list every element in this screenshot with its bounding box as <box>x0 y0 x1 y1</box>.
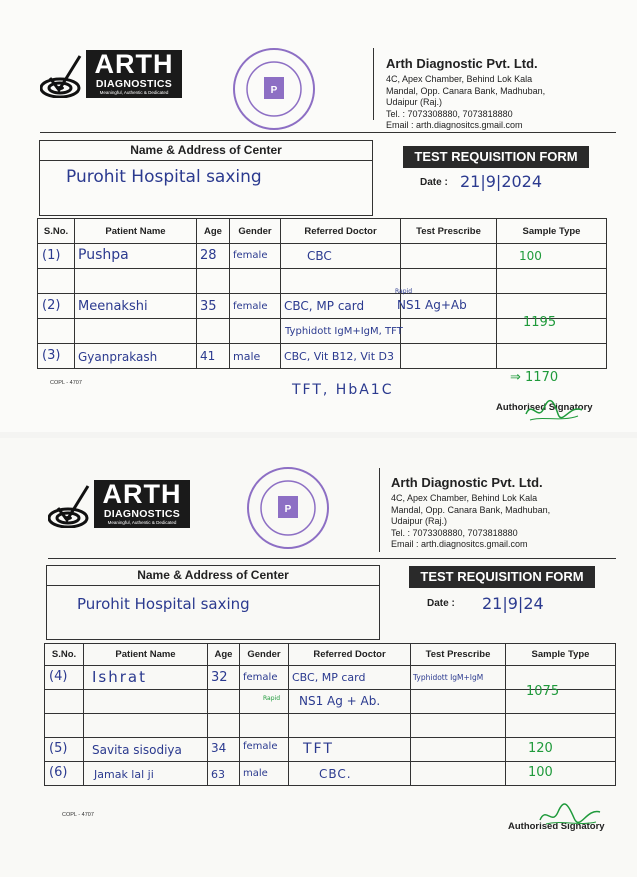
col-sample-type: Sample Type <box>506 644 616 666</box>
table-row <box>45 738 616 762</box>
center-heading: Name & Address of Center <box>40 141 372 161</box>
header-rule <box>40 132 616 133</box>
rapid-note: Rapid <box>395 288 412 295</box>
col-sno: S.No. <box>45 644 84 666</box>
company-name: Arth Diagnostic Pvt. Ltd. <box>391 475 543 490</box>
row-tests: CBC. <box>319 767 352 781</box>
row-sno: (6) <box>49 765 68 780</box>
authorised-signatory: Authorised Signatory <box>508 821 605 832</box>
col-patient-name: Patient Name <box>84 644 208 666</box>
row-sno: (1) <box>42 248 61 263</box>
hospital-stamp <box>232 47 316 131</box>
row-sample: 1195 <box>523 315 557 330</box>
form-code: COPL - 4707 <box>62 812 94 818</box>
row-tests: CBC, Vit B12, Vit D3 <box>284 350 395 363</box>
row-tests: TFT <box>303 741 334 757</box>
row-sample: 100 <box>528 765 553 780</box>
address-line-1: 4C, Apex Chamber, Behind Lok Kala <box>391 493 538 503</box>
address-line-1: 4C, Apex Chamber, Behind Lok Kala <box>386 74 533 84</box>
row-tests: CBC <box>307 249 332 263</box>
address-line-2: Mandal, Opp. Canara Bank, Madhuban, <box>391 504 551 515</box>
row-gender: female <box>243 741 278 752</box>
target-check-icon <box>48 484 92 528</box>
header-divider <box>373 48 374 120</box>
date-value: 21|9|2024 <box>460 172 543 191</box>
center-box <box>46 565 380 640</box>
patient-table <box>37 218 607 369</box>
logo-name: ARTH <box>94 49 174 79</box>
form-title: TEST REQUISITION FORM <box>409 566 595 588</box>
requisition-form-2 <box>0 438 637 877</box>
arth-logo <box>40 50 190 105</box>
row-age: 63 <box>211 768 225 781</box>
row-sno: (3) <box>42 348 61 363</box>
col-test-prescribe: Test Prescribe <box>411 644 506 666</box>
signature-icon <box>522 396 586 426</box>
row-patient-name: Savita sisodiya <box>92 743 182 757</box>
row-sno: (2) <box>42 298 61 313</box>
row-gender: female <box>233 301 268 312</box>
center-box <box>39 140 373 216</box>
logo-tagline: Meaningful, Authentic & Dedicated <box>99 90 169 95</box>
col-test-prescribe: Test Prescribe <box>401 219 497 244</box>
row-age: 41 <box>200 349 216 363</box>
address-line-2: Mandal, Opp. Canara Bank, Madhuban, <box>386 85 546 96</box>
center-heading: Name & Address of Center <box>47 566 379 586</box>
row-gender: female <box>243 672 278 683</box>
form-title: TEST REQUISITION FORM <box>403 146 589 168</box>
row-tests-extra: TFT, HbA1C <box>292 382 394 398</box>
row-sample: ⇒ 1170 <box>510 370 559 385</box>
ns1-note: NS1 Ag+Ab <box>397 298 467 312</box>
col-sample-type: Sample Type <box>497 219 607 244</box>
signature-icon <box>536 800 604 830</box>
row-age: 34 <box>211 741 227 755</box>
col-age: Age <box>197 219 230 244</box>
row-gender: male <box>243 768 268 779</box>
address-line-3: Udaipur (Raj.) <box>391 516 448 526</box>
company-name: Arth Diagnostic Pvt. Ltd. <box>386 56 538 71</box>
company-email: Email : arth.diagnositcs.gmail.com <box>391 539 528 549</box>
row-sno: (4) <box>49 669 68 684</box>
table-row <box>45 762 616 786</box>
col-age: Age <box>208 644 240 666</box>
logo-box <box>94 480 190 528</box>
header-rule <box>48 558 616 559</box>
row-gender: male <box>233 350 261 363</box>
row-tests-extra: NS1 Ag + Ab. <box>299 694 381 708</box>
logo-box <box>86 50 182 98</box>
row-age: 28 <box>200 248 217 263</box>
date-label: Date : <box>420 177 448 188</box>
table-row <box>38 294 607 319</box>
row-prescribe: Typhidott IgM+IgM <box>413 673 484 682</box>
row-sample: 100 <box>519 249 542 263</box>
row-patient-name: Meenakshi <box>78 299 148 314</box>
col-referred-doctor: Referred Doctor <box>289 644 411 666</box>
row-age: 35 <box>200 299 217 314</box>
svg-text:P: P <box>284 504 292 515</box>
company-info <box>391 474 550 551</box>
col-referred-doctor: Referred Doctor <box>281 219 401 244</box>
requisition-form-1 <box>0 0 637 432</box>
row-tests: CBC, MP card <box>292 671 366 684</box>
table-row <box>38 344 607 369</box>
date-label: Date : <box>427 598 455 609</box>
col-gender: Gender <box>240 644 289 666</box>
center-name: Purohit Hospital saxing <box>77 595 250 613</box>
svg-text:P: P <box>270 85 278 96</box>
patient-table <box>44 643 616 786</box>
arth-logo <box>48 480 198 535</box>
row-sample: 120 <box>528 741 553 756</box>
logo-sub: DIAGNOSTICS <box>103 508 181 520</box>
row-patient-name: Jamak lal ji <box>94 768 154 781</box>
row-patient-name: Gyanprakash <box>78 350 158 364</box>
company-email: Email : arth.diagnositcs.gmail.com <box>386 120 523 130</box>
col-gender: Gender <box>230 219 281 244</box>
address-line-3: Udaipur (Raj.) <box>386 97 443 107</box>
logo-name: ARTH <box>102 479 182 509</box>
center-name: Purohit Hospital saxing <box>66 167 262 187</box>
company-tel: Tel. : 7073308880, 7073818880 <box>391 527 518 538</box>
table-row <box>38 244 607 269</box>
row-sample: 1075 <box>526 684 560 699</box>
target-check-icon <box>40 54 84 98</box>
form-code: COPL - 4707 <box>50 380 82 386</box>
authorised-signatory: Authorised Signatory <box>496 402 593 413</box>
hospital-stamp <box>246 466 330 550</box>
row-age: 32 <box>211 670 228 685</box>
company-tel: Tel. : 7073308880, 7073818880 <box>386 108 513 119</box>
logo-sub: DIAGNOSTICS <box>95 78 173 90</box>
date-value: 21|9|24 <box>482 594 544 613</box>
row-patient-name: Pushpa <box>78 247 129 263</box>
company-info <box>386 55 545 132</box>
col-sno: S.No. <box>38 219 75 244</box>
row-gender: female <box>233 250 268 261</box>
header-divider <box>379 468 380 552</box>
rapid-note: Rapid <box>263 695 280 702</box>
row-patient-name: Ishrat <box>92 668 147 686</box>
row-tests-extra: Typhidott IgM+IgM, TFT <box>285 326 403 337</box>
row-tests: CBC, MP card <box>284 299 365 313</box>
row-sno: (5) <box>49 741 68 756</box>
col-patient-name: Patient Name <box>75 219 197 244</box>
logo-tagline: Meaningful, Authentic & Dedicated <box>107 520 177 525</box>
